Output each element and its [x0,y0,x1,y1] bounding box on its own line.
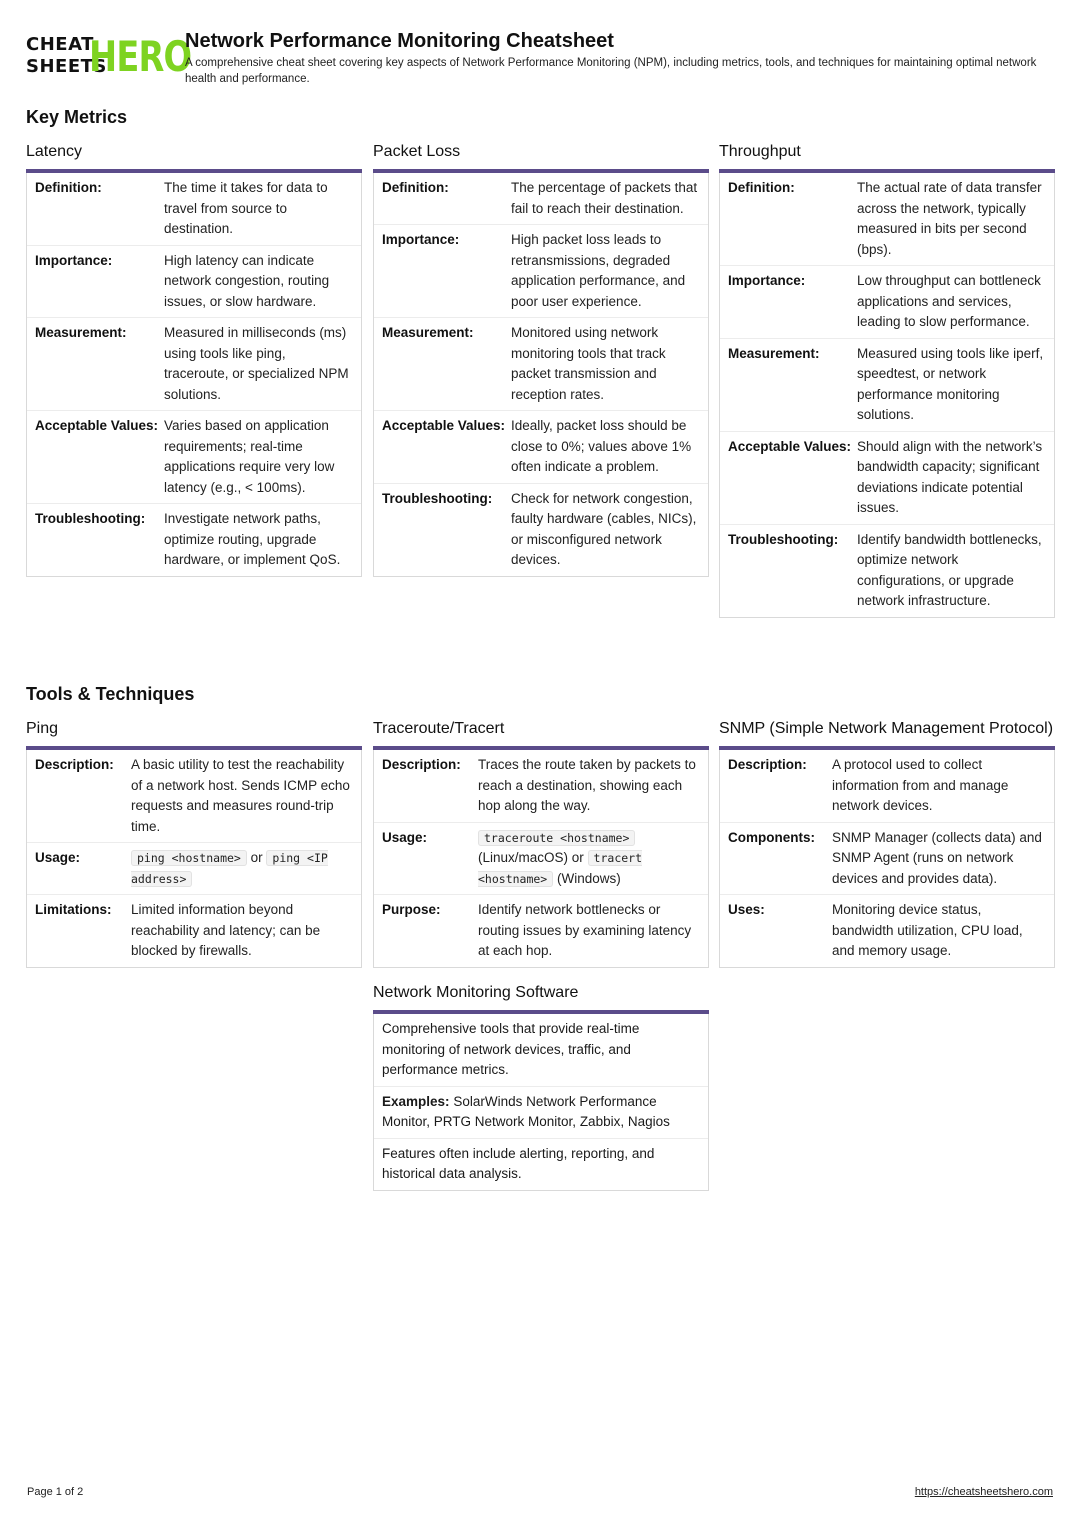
row-value: Ideally, packet loss should be close to 0%; values above 1% often indicate a problem. [511,418,692,474]
row-label: Description: [382,757,461,772]
table-row [374,318,708,411]
row-label: Acceptable Values: [728,438,852,454]
card-body [373,750,709,968]
page-header [26,28,1056,92]
row-value: Measured in milliseconds (ms) using tools like ping, traceroute, or specialized NPM solutions. [164,325,349,402]
packet-loss-card [373,140,709,577]
table-row [720,173,1054,266]
row-label: Definition: [382,180,449,195]
row-label: Importance: [35,252,113,268]
page-subtitle: A comprehensive cheat sheet covering key aspects of Network Performance Monitoring (NPM), including metrics, tools, and techniques for maintaining optimal network health and performance. [185,57,1037,85]
usage-text: (Linux/macOS) or [478,850,584,865]
snmp-card [719,717,1055,968]
table-row [374,823,708,896]
usage-connector: or [250,850,263,865]
footer-link[interactable]: https://cheatsheetshero.com [914,1486,1053,1498]
row-label: Troubleshooting: [728,531,839,547]
card-title: SNMP (Simple Network Management Protocol) [719,717,1055,750]
logo-sheets-text: SHEETS [26,56,107,77]
row-value: SNMP Manager (collects data) and SNMP Agent (runs on network devices and provides data). [832,829,1042,886]
row-label: Troubleshooting: [382,490,493,506]
latency-card [26,140,362,577]
row-value [478,828,700,890]
table-row [374,750,708,823]
traceroute-card [373,717,709,968]
table-row [27,750,361,843]
row-label: Importance: [728,273,806,288]
table-row [374,1139,708,1190]
row-label: Definition: [35,180,102,195]
usage-text: (Windows) [557,870,621,886]
throughput-card [719,140,1055,618]
row-value: The actual rate of data transfer across the network, typically measured in bits per second (bps). [857,180,1042,257]
table-row [374,411,708,484]
row-value: Identify bandwidth bottlenecks, optimize network configurations, or upgrade network infrastructure. [857,531,1042,608]
row-label: Measurement: [382,325,474,340]
table-row [27,173,361,246]
card-title: Traceroute/Tracert [373,717,709,750]
section-title-tools: Tools & Techniques [26,684,195,704]
row-value: Low throughput can bottleneck applications and services, leading to slow performance. [857,273,1041,329]
row-value: Comprehensive tools that provide real-time monitoring of network devices, traffic, and performance metrics. [382,1021,640,1077]
card-body [26,173,362,577]
row-value: The percentage of packets that fail to reach their destination. [511,180,698,216]
row-value: A protocol used to collect information from and manage network devices. [832,757,1009,813]
table-row [374,225,708,318]
card-title: Latency [26,140,362,173]
code-snippet: ping <hostname> [131,850,247,866]
table-row [374,895,708,967]
card-body [373,173,709,577]
row-value: Features often include alerting, reporting, and historical data analysis. [382,1145,655,1181]
card-title: Throughput [719,140,1055,173]
row-value: Monitoring device status, bandwidth utilization, CPU load, and memory usage. [832,902,1023,958]
table-row [720,432,1054,525]
row-label: Description: [728,757,807,772]
card-title: Ping [26,717,362,750]
table-row [27,895,361,967]
network-monitoring-software-card [373,981,709,1191]
table-row [720,525,1054,617]
table-row [720,339,1054,432]
row-value: Varies based on application requirements; real-time applications require very low latency (e.g., < 100ms). [164,418,335,495]
table-row [27,411,361,504]
table-row [27,504,361,576]
row-value: Should align with the network’s bandwidth capacity; significant deviations indicate potential issues. [857,438,1043,515]
table-row [374,1014,708,1087]
card-title: Network Monitoring Software [373,981,709,1014]
row-label: Troubleshooting: [35,511,146,526]
cheatsheetshero-logo[interactable] [26,32,192,82]
row-value: High latency can indicate network congestion, routing issues, or slow hardware. [164,252,330,309]
table-row [720,895,1054,967]
logo-hero-text: HERO [89,32,192,81]
row-value: Measured using tools like iperf, speedtest, or network performance monitoring solutions. [857,345,1044,422]
ping-card [26,717,362,968]
page-title: Network Performance Monitoring Cheatsheet [185,30,614,52]
row-label: Examples: [382,1093,450,1109]
card-body [26,750,362,968]
row-label: Acceptable Values: [382,418,506,433]
row-value: Identify network bottlenecks or routing issues by examining latency at each hop. [478,902,692,958]
table-row [27,246,361,319]
card-body [373,1014,709,1191]
row-label: Measurement: [728,345,820,361]
row-label: Description: [35,757,114,772]
row-value [131,848,353,889]
table-row [374,1087,708,1139]
table-row [27,318,361,411]
code-snippet: traceroute <hostname> [478,830,635,846]
table-row [720,823,1054,896]
row-value: Monitored using network monitoring tools that track packet transmission and reception rates. [511,325,666,402]
row-value: The time it takes for data to travel from source to destination. [164,180,328,236]
row-label: Acceptable Values: [35,418,159,433]
logo-cheat-text: CHEAT [26,34,94,55]
row-label: Usage: [382,829,428,845]
table-row [27,843,361,895]
table-row [374,484,708,576]
row-label: Uses: [728,902,765,917]
row-value: Check for network congestion, faulty hardware (cables, NICs), or misconfigured network devices. [511,490,697,567]
section-title-key-metrics: Key Metrics [26,107,128,127]
row-value: Investigate network paths, optimize routing, upgrade hardware, or implement QoS. [164,511,341,567]
row-label: Usage: [35,850,81,865]
row-label: Purpose: [382,902,441,917]
page-number: Page 1 of 2 [27,1486,84,1498]
row-value: Traces the route taken by packets to reach a destination, showing each hop along the way. [478,757,696,813]
card-title: Packet Loss [373,140,709,173]
table-row [720,266,1054,339]
row-value: A basic utility to test the reachability of a network host. Sends ICMP echo requests and measures round-trip time. [131,757,350,834]
row-label: Limitations: [35,902,112,917]
card-body [719,173,1055,618]
row-label: Measurement: [35,325,127,340]
row-label: Components: [728,829,815,845]
table-row [720,750,1054,823]
table-row [374,173,708,225]
code-snippet: tracert <hostname> [478,851,643,886]
row-value: High packet loss leads to retransmissions, degraded application performance, and poor user experience. [511,232,686,309]
row-label: Definition: [728,180,795,195]
row-label: Importance: [382,232,460,247]
card-body [719,750,1055,968]
code-snippet: ping <IP address> [131,851,328,886]
row-value: SolarWinds Network Performance Monitor, PRTG Network Monitor, Zabbix, Nagios [382,1093,670,1129]
row-value: Limited information beyond reachability and latency; can be blocked by firewalls. [131,902,321,958]
